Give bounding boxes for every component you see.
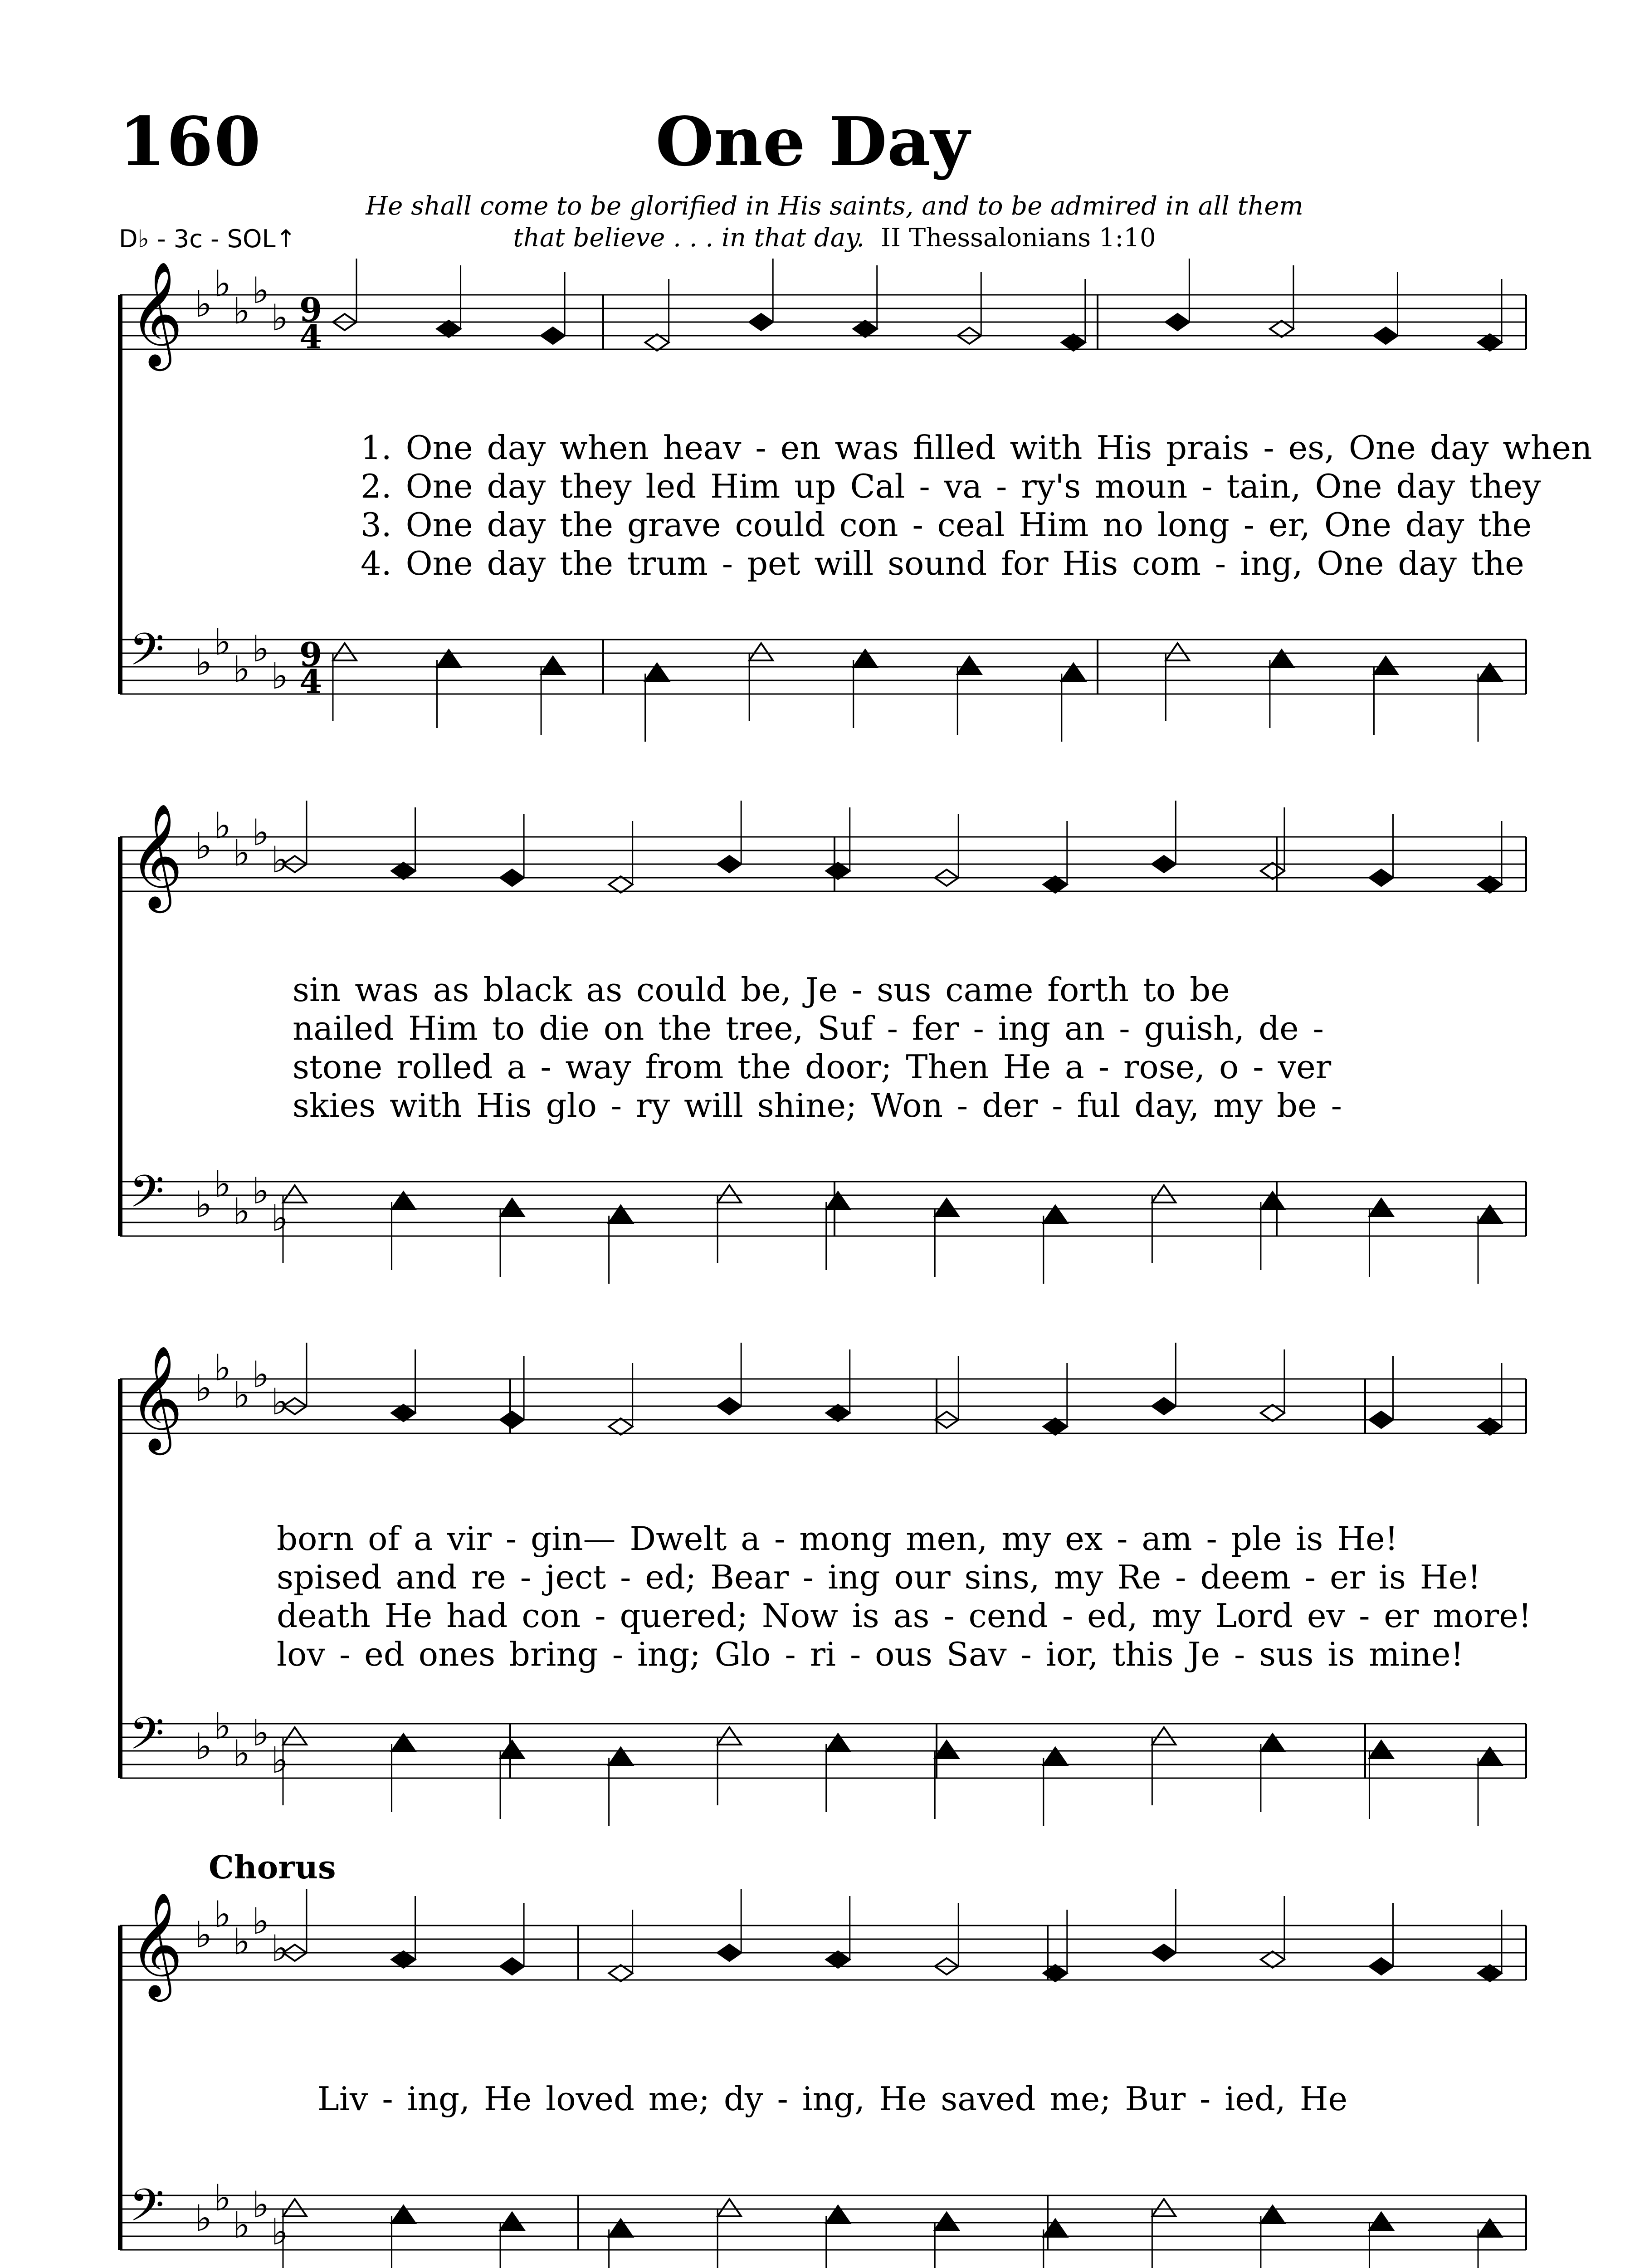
note-head <box>1044 876 1067 893</box>
flat-icon: ♭ <box>233 2204 250 2246</box>
treble-clef-icon: 𝄞 <box>129 803 183 909</box>
flat-icon: ♭ <box>252 1900 269 1942</box>
flat-icon: ♭ <box>271 1927 288 1970</box>
chorus-label: Chorus <box>209 1848 336 1886</box>
flat-icon: ♭ <box>214 1893 231 1936</box>
bass-clef-icon: 𝄢 <box>129 1166 165 1229</box>
flat-icon: ♭ <box>252 628 269 670</box>
note-head <box>1152 1185 1176 1202</box>
bass-clef-icon: 𝄢 <box>129 1708 165 1771</box>
note-head <box>749 314 773 330</box>
flat-icon: ♭ <box>233 1732 250 1774</box>
flat-icon: ♭ <box>233 832 250 874</box>
note-head <box>717 1945 741 1961</box>
flat-icon: ♭ <box>195 1725 212 1768</box>
flat-icon: ♭ <box>195 825 212 867</box>
treble-clef-icon: 𝄞 <box>129 261 183 367</box>
flat-icon: ♭ <box>214 1705 231 1747</box>
note-head <box>935 1199 958 1216</box>
note-head <box>609 1418 633 1435</box>
note-head <box>392 863 415 879</box>
note-head <box>1478 1965 1502 1981</box>
note-head <box>500 2213 524 2230</box>
note-head <box>333 643 356 660</box>
note-head <box>645 334 669 351</box>
note-head <box>500 1741 524 1758</box>
hymn-number: 160 <box>119 102 262 181</box>
note-head <box>1369 1412 1393 1428</box>
note-head <box>392 1951 415 1968</box>
note-head <box>826 1405 850 1421</box>
note-head <box>1369 1741 1393 1758</box>
note-head <box>1261 863 1284 879</box>
flat-icon: ♭ <box>271 1739 288 1781</box>
flat-icon: ♭ <box>252 1170 269 1212</box>
note-head <box>717 2199 741 2216</box>
note-head <box>1044 1418 1067 1435</box>
flat-icon: ♭ <box>233 1921 250 1963</box>
scripture-line-2-italic: that believe . . . in that day. <box>513 223 865 253</box>
flat-icon: ♭ <box>195 1367 212 1409</box>
bass-clef-icon: 𝄢 <box>129 2180 165 2243</box>
note-head <box>1152 2199 1176 2216</box>
note-head <box>500 870 524 886</box>
flat-icon: ♭ <box>252 811 269 854</box>
note-head <box>1261 1951 1284 1968</box>
treble-clef-icon: 𝄞 <box>129 1345 183 1451</box>
flat-icon: ♭ <box>195 641 212 684</box>
note-head <box>826 1951 850 1968</box>
flat-icon: ♭ <box>271 655 288 697</box>
note-head <box>1152 856 1176 872</box>
note-head <box>1166 643 1189 660</box>
note-head <box>1261 1405 1284 1421</box>
note-head <box>854 321 877 337</box>
note-head <box>717 1727 741 1745</box>
flat-icon: ♭ <box>271 297 288 339</box>
flat-icon: ♭ <box>233 648 250 690</box>
note-head <box>1478 876 1502 893</box>
flat-icon: ♭ <box>271 839 288 881</box>
key-info: D♭ - 3c - SOL↑ <box>119 225 296 253</box>
note-head <box>826 863 850 879</box>
flat-icon: ♭ <box>214 263 231 305</box>
flat-icon: ♭ <box>233 290 250 332</box>
hymn-title: One Day <box>655 102 970 181</box>
note-head <box>1152 1945 1176 1961</box>
note-head <box>717 1185 741 1202</box>
flat-icon: ♭ <box>271 1381 288 1423</box>
note-head <box>541 657 565 674</box>
flat-icon: ♭ <box>214 1347 231 1389</box>
flat-icon: ♭ <box>252 1354 269 1396</box>
flat-icon: ♭ <box>271 2211 288 2253</box>
note-head <box>717 856 741 872</box>
note-head <box>1369 1199 1393 1216</box>
time-signature-top: 9 <box>299 290 322 329</box>
note-head <box>1270 321 1293 337</box>
note-head <box>1062 334 1085 351</box>
flat-icon: ♭ <box>195 1914 212 1956</box>
note-head <box>1369 1958 1393 1975</box>
scripture-reference: II Thessalonians 1:10 <box>880 223 1156 253</box>
note-head <box>392 1405 415 1421</box>
note-head <box>1369 2213 1393 2230</box>
note-head <box>609 876 633 893</box>
note-head <box>935 1741 958 1758</box>
scripture-line-1: He shall come to be glorified in His saints, and to be admired in all them <box>366 191 1303 221</box>
note-head <box>749 643 773 660</box>
note-head <box>1152 1398 1176 1414</box>
flat-icon: ♭ <box>195 2197 212 2239</box>
time-signature-top: 9 <box>299 635 322 674</box>
note-head <box>437 321 461 337</box>
flat-icon: ♭ <box>252 2184 269 2226</box>
note-head <box>500 1412 524 1428</box>
note-head <box>1374 327 1397 344</box>
flat-icon: ♭ <box>233 1190 250 1232</box>
note-head <box>500 1958 524 1975</box>
flat-icon: ♭ <box>214 805 231 847</box>
note-head <box>1369 870 1393 886</box>
time-signature-bottom: 4 <box>299 318 322 356</box>
time-signature-bottom: 4 <box>299 662 322 701</box>
note-head <box>935 2213 958 2230</box>
bass-clef-icon: 𝄢 <box>129 624 165 687</box>
flat-icon: ♭ <box>214 621 231 663</box>
note-head <box>500 1199 524 1216</box>
flat-icon: ♭ <box>214 2177 231 2219</box>
note-head <box>609 1965 633 1981</box>
treble-clef-icon: 𝄞 <box>129 1892 183 1997</box>
note-head <box>541 327 565 344</box>
flat-icon: ♭ <box>252 1712 269 1754</box>
flat-icon: ♭ <box>271 1197 288 1239</box>
note-head <box>1374 657 1397 674</box>
note-head <box>1166 314 1189 330</box>
flat-icon: ♭ <box>195 1183 212 1226</box>
note-head <box>957 657 981 674</box>
note-head <box>1478 334 1502 351</box>
note-head <box>1152 1727 1176 1745</box>
note-head <box>717 1398 741 1414</box>
flat-icon: ♭ <box>233 1374 250 1416</box>
flat-icon: ♭ <box>252 269 269 312</box>
flat-icon: ♭ <box>214 1163 231 1205</box>
flat-icon: ♭ <box>195 283 212 325</box>
note-head <box>1478 1418 1502 1435</box>
